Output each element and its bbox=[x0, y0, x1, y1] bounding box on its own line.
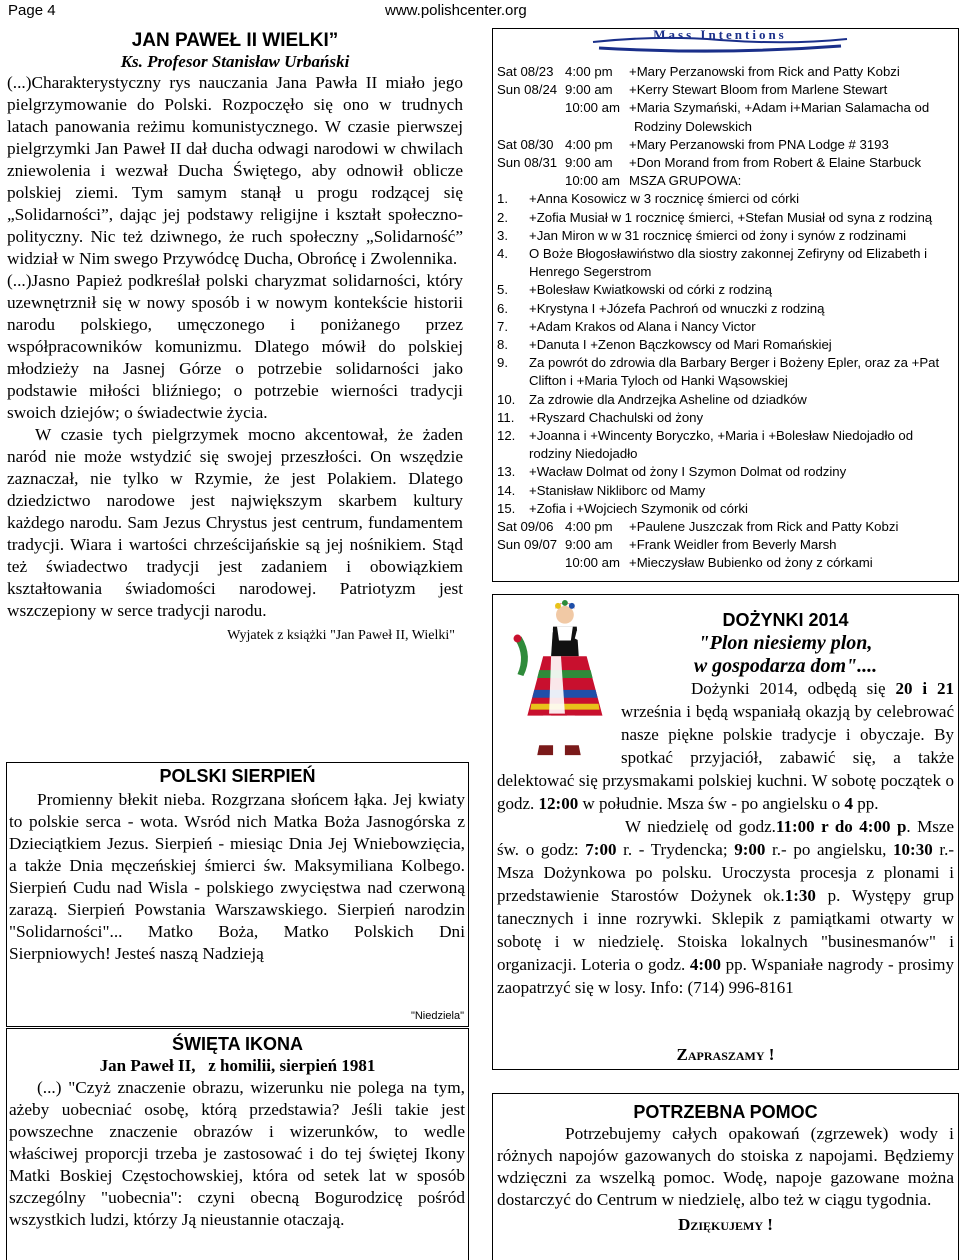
mass-row bbox=[497, 99, 929, 116]
box-title: POLSKI SIERPIEŃ bbox=[159, 766, 316, 786]
mass-time: 4:00 pm bbox=[565, 64, 613, 79]
mass-date: Sun 08/31 bbox=[497, 155, 558, 170]
mass-time: 4:00 pm bbox=[565, 136, 613, 152]
mass-row bbox=[497, 172, 741, 189]
mass-row bbox=[497, 136, 889, 153]
box-swieta-ikona bbox=[6, 1028, 469, 1260]
box-text: Promienny błekit nieba. Rozgrzana słońcem łąka. Jej kwiaty to polskie serca - wota. Wsród nich Matka Boża Jasnogórska z Dzieciątkiem Jezus. Sierpień - miesiąc Dnia Jej Wniebowzięcia, a także Dnia męczeńskiej śmierci św. Maksymiliana Kolbego. Sierpień Cudu nad Wisla - polskiego zwycięstwa nad czerwoną zarazą. Sierpień Powstania Warszawskiego. Sierpień narodzin "Solidarności"... Matko Boża, Matko Polskich Dni Sierpniowych! Jesteś naszą Nadzieją bbox=[9, 790, 465, 963]
box-potrzebna-pomoc bbox=[492, 1093, 959, 1260]
box-title: DOŻYNKI 2014 bbox=[722, 610, 849, 630]
item-text: +Danuta I +Zenon Bączkowscy od Mari Romańskiej bbox=[529, 337, 832, 352]
mass-text: +Frank Weidler from Beverly Marsh bbox=[629, 537, 837, 553]
mass-date: Sun 09/07 bbox=[497, 537, 558, 553]
mass-date: Sat 09/06 bbox=[497, 519, 554, 534]
item-text: Henrego Segerstrom bbox=[529, 264, 652, 280]
item-number: 13. bbox=[497, 464, 516, 480]
item-text: +Jan Miron w w 31 rocznicę śmierci od żony i synów z rodzinami bbox=[529, 227, 907, 243]
item-text: Clifton i +Maria Tyloch od Hanki Wąsowskiej bbox=[529, 373, 788, 389]
page-number: Page 4 bbox=[8, 2, 56, 19]
article-author: Ks. Profesor Stanisław Urbański bbox=[120, 52, 350, 71]
mass-row bbox=[497, 63, 900, 80]
item-text: +Zofia i +Wojciech Szymonik od córki bbox=[529, 500, 748, 516]
header-url: www.polishcenter.org bbox=[385, 2, 527, 19]
item-text: Za zdrowie dla Andrzejka Asheline od dziadków bbox=[529, 391, 807, 407]
mass-time: 9:00 am bbox=[565, 155, 613, 170]
item-text: +Bolesław Kwiatkowski od córki z rodziną bbox=[529, 282, 772, 298]
box-title: POTRZEBNA POMOC bbox=[633, 1102, 818, 1122]
mass-time: 9:00 am bbox=[565, 537, 613, 553]
box-subtitle: w gospodarza dom".... bbox=[693, 655, 878, 677]
item-number: 10. bbox=[497, 391, 516, 407]
item-text: +Wacław Dolmat od żony I Szymon Dolmat od rodziny bbox=[529, 464, 847, 480]
mass-text: +Don Morand from from Robert & Elaine Starbuck bbox=[629, 155, 922, 170]
mass-time: 10:00 am bbox=[565, 100, 620, 116]
dozynki-text bbox=[497, 677, 954, 999]
item-text: +Adam Krakos od Alana i Nancy Victor bbox=[529, 318, 756, 334]
dozynki-paragraph: Dożynki 2014, odbędą się 20 i 21 września i będą wspaniałą okazją by celebrować nasze piękne polskie tradycje i obyczaje. By spotkać przyjaciół, zabawić się, a także delektować się przysmakami polskiej kuchni. W sobotę początek o godz. 12:00 w południe. Msza św - po angielsku o 4 pp. bbox=[497, 679, 954, 813]
article-paragraph: (...)Charakterystyczny rys nauczania Jana Pawła II miało jego pielgrzymowanie do Polski. Rozpoczęło się ono w trudnych latach panowania reżimu komunistycznego. W czasie pierwszej pielgrzymki Jan Paweł II dał ducha odwagi narodowi w chwilach zniewolenia i wezwał Ducha Świętego, aby odnowił oblicze polskiej ziemi. Tym samym stanął u progu rodzącej się „Solidarności”, dając jej podstawy religijne i kształt społeczno-polityczny. Nic też dziwnego, że ruch społeczny „Solidarność” widział w Nim swego Przywódcę Ducha, Obrońcę i Zwolennika. bbox=[7, 73, 463, 268]
mass-date: Sat 08/23 bbox=[497, 64, 554, 79]
item-text: +Joanna i +Wincenty Boryczko, +Maria i +Bolesław Niedojadło od bbox=[529, 428, 914, 443]
mass-time: 4:00 pm bbox=[565, 519, 613, 534]
mass-row bbox=[497, 154, 921, 171]
mass-text: +Mieczysław Bubienko od żony z córkami bbox=[629, 555, 873, 571]
box-mass-intentions bbox=[492, 28, 959, 582]
pomoc-closing: Dziękujemy ! bbox=[678, 1215, 773, 1234]
box-subtitle: Jan Paweł II, z homilii, sierpień 1981 bbox=[99, 1056, 376, 1075]
mass-row bbox=[497, 518, 898, 535]
article-paragraph: W czasie tych pielgrzymek mocno akcentował, że żaden naród nie może wstydzić się swojej przeszłości. On wszędzie zaznaczał, nie tylko w Rzymie, że jest Polakiem. Dlatego dziedzictwo narodowe jest największym skarbem kultury każdego narodu. Sam Jezus Chrystus jest centrum, fundamentem tradycji. Wiara i wartości chrześcijańskie są jej nośnikiem. Stąd też świadectwo tradycji jest zadaniem i obowiązkiem kształtowania świadomości narodowej. Patriotyzm jest wszczepiony w serce tradycji narodu. bbox=[7, 425, 463, 620]
mass-intentions-logo bbox=[589, 29, 851, 54]
item-number: 15. bbox=[497, 500, 516, 516]
item-number: 7. bbox=[497, 318, 508, 334]
item-text: +Zofia Musiał w 1 rocznicę śmierci, +Stefan Musiał od syna z rodziną bbox=[529, 209, 933, 225]
mass-logo-text: Mass Intentions bbox=[653, 29, 787, 42]
item-text: Za powrót do zdrowia dla Barbary Berger i Bożeny Epler, oraz za +Pat bbox=[529, 355, 940, 371]
mass-date: Sat 08/30 bbox=[497, 136, 554, 152]
box-dozynki bbox=[492, 594, 959, 1070]
article-title: JAN PAWEŁ II WIELKI” bbox=[131, 30, 339, 51]
item-number: 2. bbox=[497, 209, 508, 225]
mass-time: 10:00 am bbox=[565, 173, 620, 189]
mass-row bbox=[497, 118, 752, 135]
item-text: O Boże Błogosławiństwo dla siostry zakonnej Zefiryny od Elizabeth i bbox=[529, 246, 928, 261]
box-subtitle: "Plon niesiemy plon, bbox=[698, 632, 873, 654]
item-number: 11. bbox=[497, 409, 515, 425]
item-number: 5. bbox=[497, 282, 508, 298]
mass-text: +Kerry Stewart Bloom from Marlene Stewart bbox=[629, 82, 888, 98]
mass-text: +Paulene Juszczak from Rick and Patty Kobzi bbox=[629, 519, 899, 534]
article-source: Wyjatek z książki "Jan Paweł II, Wielki" bbox=[227, 628, 455, 643]
item-number: 4. bbox=[497, 246, 508, 261]
mass-text: +Mary Perzanowski from Rick and Patty Kobzi bbox=[629, 64, 900, 79]
item-number: 12. bbox=[497, 428, 516, 443]
mass-text: +Maria Szymański, +Adam i+Marian Salamacha od bbox=[629, 100, 930, 116]
item-text: +Stanisław Nikliborc od Mamy bbox=[529, 482, 706, 498]
box-source: "Niedziela" bbox=[410, 1010, 464, 1022]
item-text: +Anna Kosowicz w 3 rocznicę śmierci od córki bbox=[529, 191, 800, 207]
mass-time: 9:00 am bbox=[565, 82, 613, 98]
dozynki-closing: Zapraszamy ! bbox=[676, 1045, 775, 1064]
item-number: 6. bbox=[497, 300, 508, 316]
mass-row bbox=[497, 81, 887, 98]
item-text: rodziny Niedojadło bbox=[529, 446, 638, 462]
mass-date: Sun 08/24 bbox=[497, 82, 558, 98]
item-number: 1. bbox=[497, 191, 508, 207]
dozynki-paragraph: W niedzielę od godz.11:00 r do 4:00 p. Msze św. o godz: 7:00 r. - Trydencka; 9:00 r.- po angielsku, 10:30 r.- Msza Dożynkowa po polsku. Uroczysta procesja z plonami i przedstawienie Starostów Dożynek ok.1:30 p. Występy grup tanecznych i inne rozrywki. Sklepik z pamiątkami otwarty w sobotę i w niedzielę. Stoiska lokalnych "businesmanów" i organizacji. Loteria o godz. 4:00 pp. Wspaniałe nagrody - prosimy zaopatrzyć się w losy. Info: (714) 996-8161 bbox=[497, 817, 954, 997]
article-jan-pawel bbox=[7, 30, 463, 644]
mass-row bbox=[497, 554, 873, 571]
box-text: Potrzebujemy całych opakowań (zgrzewek) wody i różnych napojów gazowanych do stoiska z napojami. Będziemy wdzięczni za wszelką pomoc. Wodę, napoje gazowane można dostarczyć do Centrum w niedzielę, albo też w ciągu tygodnia. bbox=[497, 1124, 954, 1209]
article-paragraph: (...)Jasno Papież podkreślał polski charyzmat solidarności, który uzewnętrznił się w nowy sposób i w nowym kontekście historii narodu polskiego, umęczonego i poniżanego przez współpracowników komunizmu. Dlatego mówił do polskiej młodzieży na Jasnej Górze o potrzebie solidarności jako podstawie miłości bliźniego; o potrzebie wierności tradycji swoich dziejów; o świadectwie życia. bbox=[7, 271, 463, 422]
mass-row-text: Rodziny Dolewskich bbox=[634, 118, 752, 134]
box-title: ŚWIĘTA IKONA bbox=[172, 1034, 303, 1054]
box-text: (...) "Czyż znaczenie obrazu, wizerunku nie polega na tym, ażeby uobecniać osobę, którą przedstawia? Jeśli takie jest powszechne znaczenie obrazów i wizerunków, to wedle właściwej proporcji trzeba je zastosować i do tej świętej Ikony Matki Boskiej Częstochowskiej, która od setek lat w sposób szczególny "uobecnia": czyni obecną Bogurodzicę pośród wszystkich ludzi, którzy Ją nieustannie otaczają. bbox=[9, 1078, 465, 1229]
mass-text: MSZA GRUPOWA: bbox=[629, 173, 742, 189]
mass-row bbox=[497, 536, 837, 553]
item-text: +Ryszard Chachulski od żony bbox=[529, 409, 704, 425]
item-number: 9. bbox=[497, 355, 508, 371]
item-number: 3. bbox=[497, 227, 508, 243]
item-number: 8. bbox=[497, 337, 508, 352]
box-polski-sierpien bbox=[6, 762, 469, 1027]
mass-time: 10:00 am bbox=[565, 555, 620, 571]
item-text: +Krystyna I +Józefa Pachroń od wnuczki z rodziną bbox=[529, 300, 825, 316]
item-number: 14. bbox=[497, 482, 516, 498]
mass-text: +Mary Perzanowski from PNA Lodge # 3193 bbox=[629, 136, 889, 152]
